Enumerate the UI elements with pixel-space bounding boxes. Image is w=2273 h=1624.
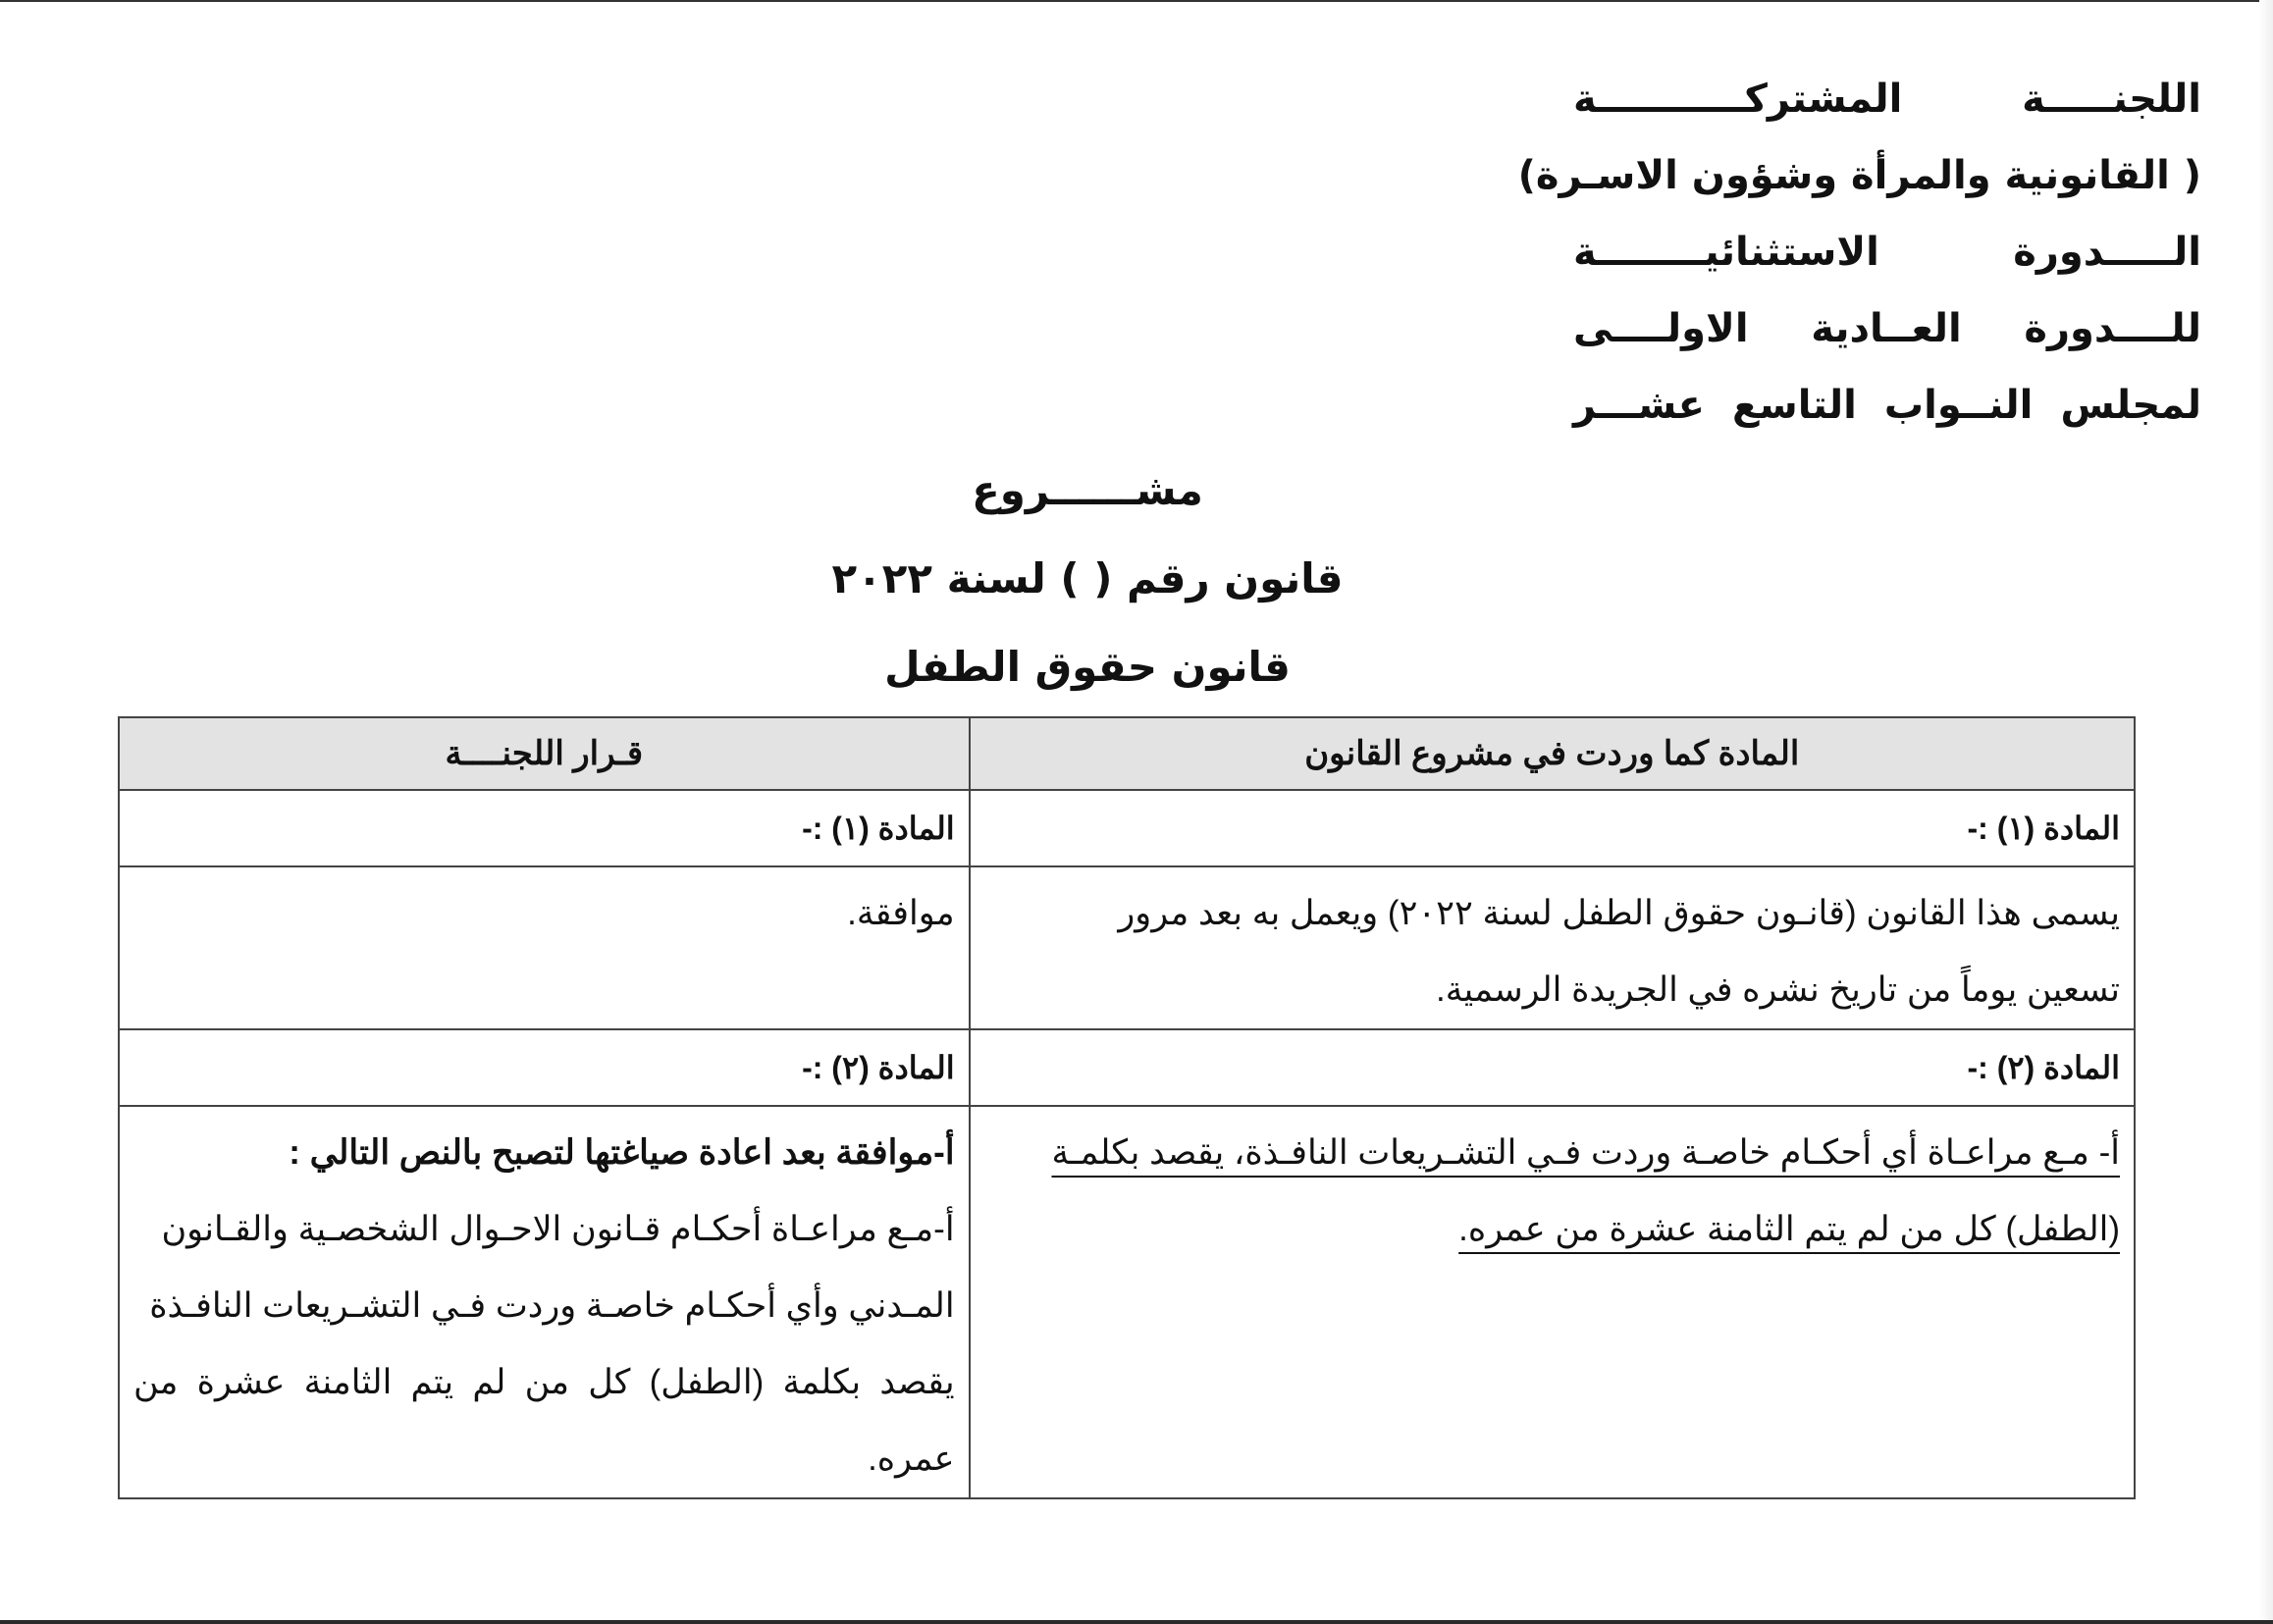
text-line: المـدني وأي أحكـام خاصـة وردت فـي التشـريعات النافـذة bbox=[149, 1286, 955, 1325]
title-block bbox=[0, 446, 2273, 711]
text-line: يسمى هذا القانون (قانـون حقوق الطفل لسنة ٢٠٢٢) ويعمل به بعد مرور bbox=[1118, 894, 2120, 932]
text-line: أ- مـع مراعـاة أي أحكـام خاصـة وردت فـي التشـريعات النافـذة، يقصد بكلمـة bbox=[1051, 1133, 2120, 1172]
scan-edge-right bbox=[2259, 0, 2273, 1624]
table-row-article-1-text bbox=[119, 866, 2135, 1029]
table-header-row bbox=[119, 717, 2135, 790]
text-line: موافقة. bbox=[847, 894, 955, 932]
article-label: المادة (١) :- bbox=[119, 790, 970, 866]
draft-label: مشــــــروع bbox=[972, 466, 1203, 514]
article-label: المادة (٢) :- bbox=[970, 1029, 2135, 1106]
article-label: المادة (١) :- bbox=[970, 790, 2135, 866]
committee-decision-text bbox=[119, 866, 970, 1029]
committee-header bbox=[1517, 61, 2201, 444]
scan-edge-bottom bbox=[0, 1620, 2273, 1624]
table-row-article-2-text bbox=[119, 1106, 2135, 1498]
law-name: قانون حقوق الطفل bbox=[884, 643, 1291, 691]
header-bill-article: المادة كما وردت في مشروع القانون bbox=[970, 717, 2135, 790]
bill-article-text bbox=[970, 866, 2135, 1029]
bill-article-text bbox=[970, 1106, 2135, 1498]
article-label: المادة (٢) :- bbox=[119, 1029, 970, 1106]
session-ordinal: للــــدورة العــادية الاولــــى bbox=[1573, 306, 2201, 351]
comparison-table bbox=[118, 716, 2136, 1499]
header-committee-decision: قـرار اللجنــــة bbox=[119, 717, 970, 790]
parliament-name: لمجلس النــواب التاسع عشـــر bbox=[1573, 383, 2201, 428]
table-row-article-2-label bbox=[119, 1029, 2135, 1106]
committee-decision-text bbox=[119, 1106, 970, 1498]
text-line: تسعين يوماً من تاريخ نشره في الجريدة الرسمية. bbox=[1436, 970, 2120, 1009]
law-number: قانون رقم ( ) لسنة ٢٠٢٢ bbox=[831, 554, 1344, 602]
text-line: يقصد بكلمة (الطفل) كل من لم يتم الثامنة عشرة من عمره. bbox=[133, 1363, 955, 1478]
committee-name: اللجنـــــة المشتركـــــــــــة bbox=[1573, 77, 2201, 122]
session-type: الـــــدورة الاستثنائيــــــــة bbox=[1573, 230, 2201, 275]
table-row-article-1-label bbox=[119, 790, 2135, 866]
text-line: أ-مـع مراعـاة أحكـام قـانون الاحـوال الشخصـية والقـانون bbox=[161, 1210, 955, 1248]
decision-intro: أ-موافقة بعد اعادة صياغتها لتصبح بالنص التالي : bbox=[289, 1133, 955, 1172]
scan-edge-top bbox=[0, 0, 2273, 2]
text-line: (الطفل) كل من لم يتم الثامنة عشرة من عمره. bbox=[1458, 1210, 2120, 1248]
committee-subtitle: ( القانونية والمرأة وشؤون الاسـرة) bbox=[1517, 153, 2201, 198]
